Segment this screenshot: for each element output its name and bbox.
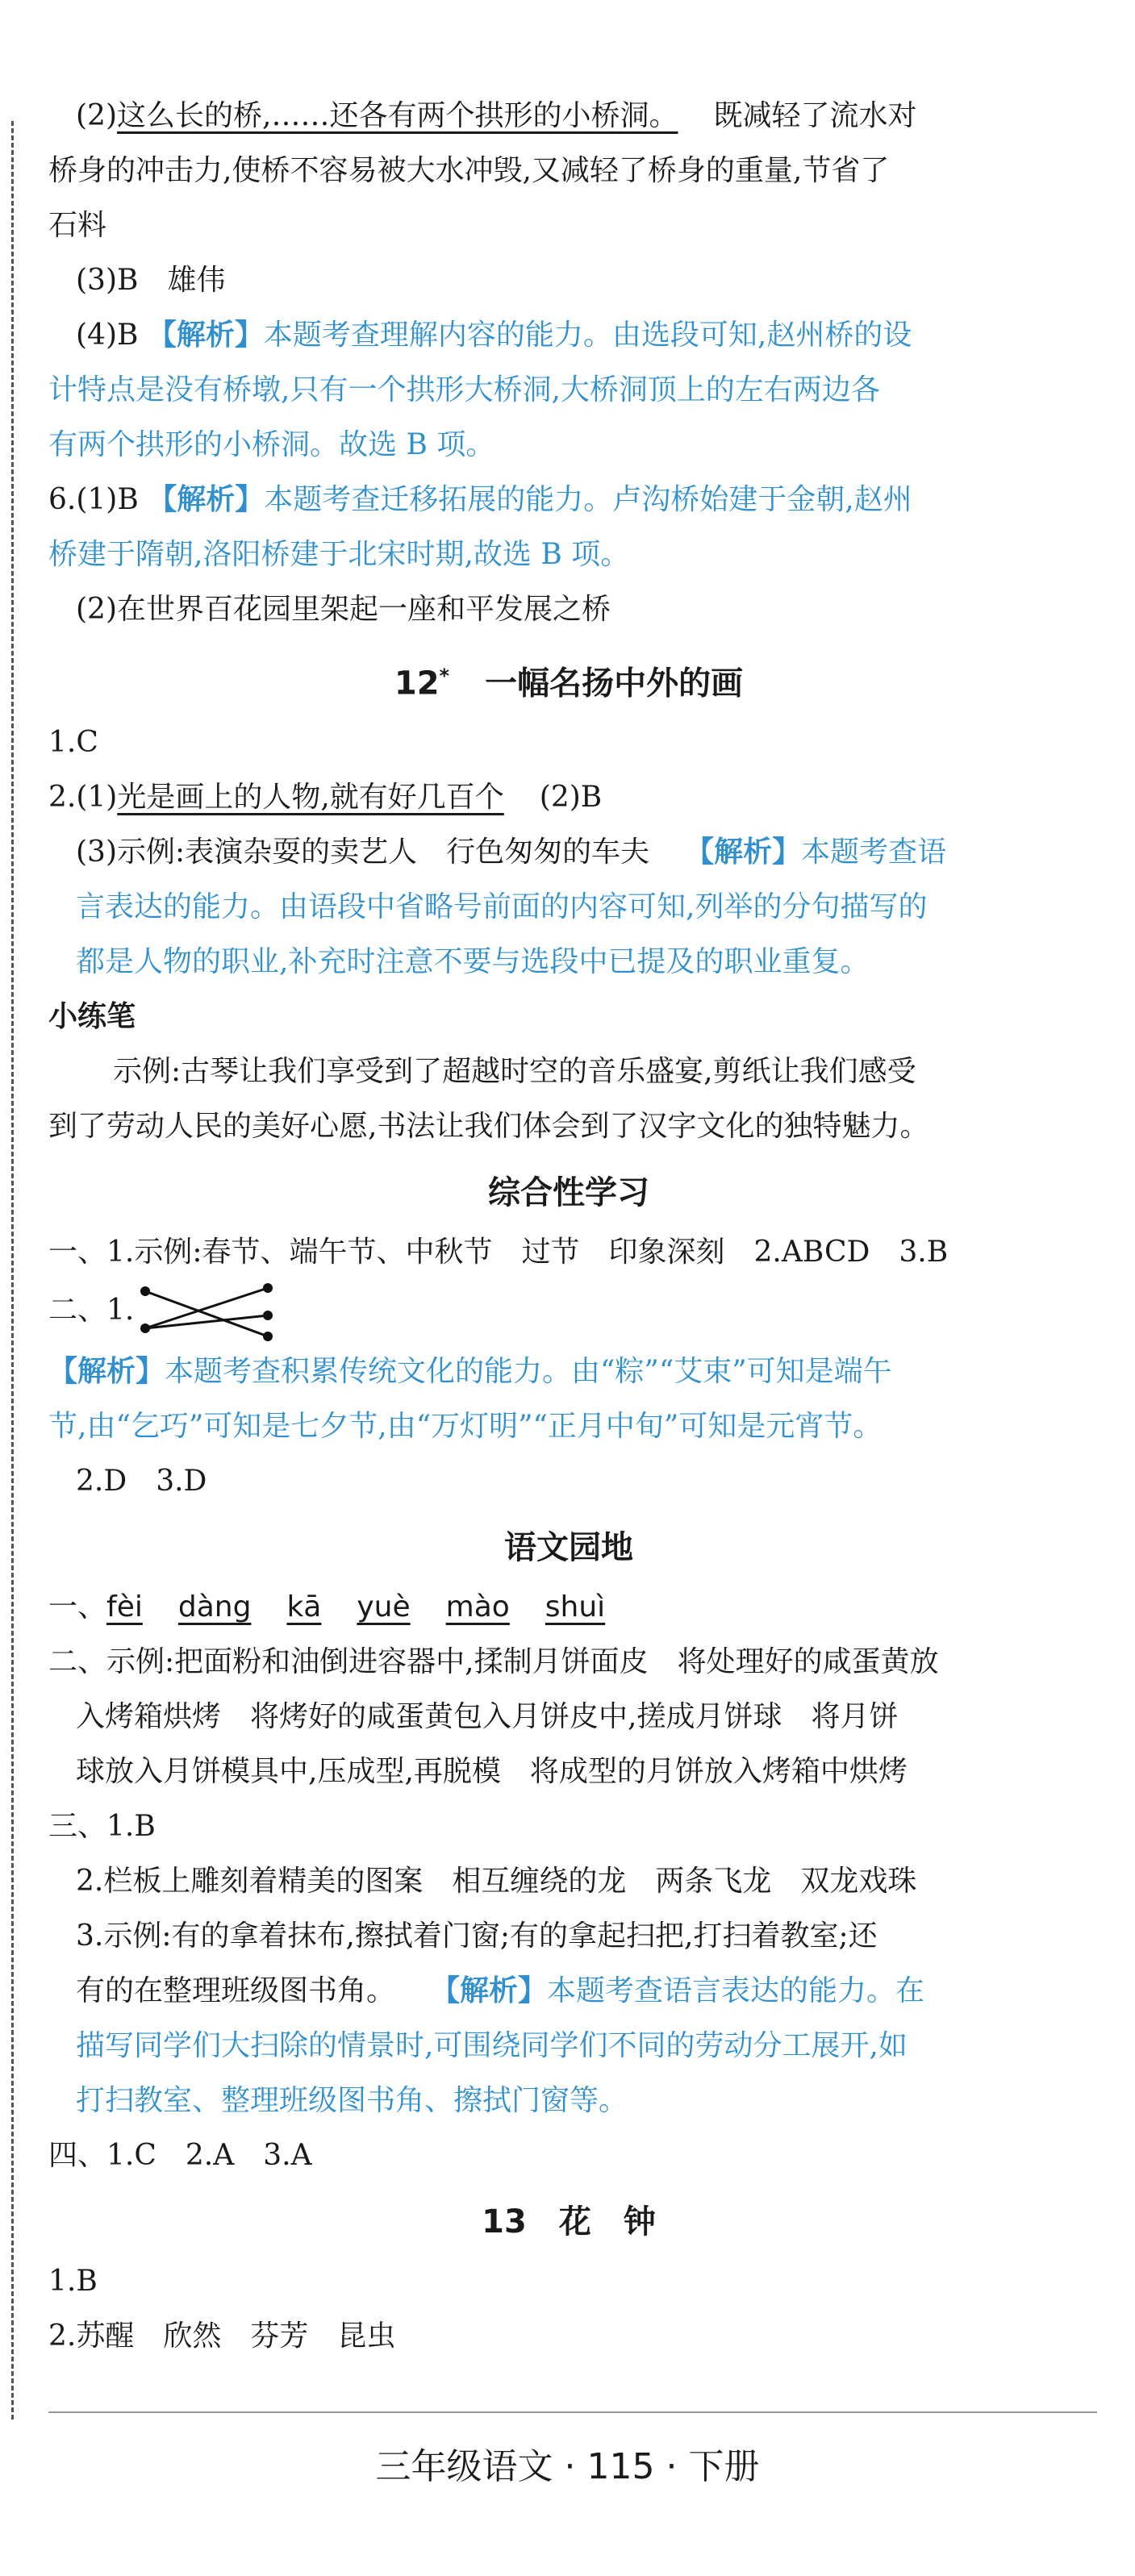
pinyin-word: dàng — [177, 1590, 252, 1624]
answer-line: 一、1.示例:春节、端午节、中秋节 过节 印象深刻 2.ABCD 3.B — [48, 1236, 949, 1269]
analysis-tag: 【解析】 — [685, 836, 802, 869]
section-title-comprehensive: 综合性学习 — [488, 1174, 649, 1212]
answer-line: (3)B 雄伟 — [76, 264, 226, 297]
analysis-line: 打扫教室、整理班级图书角、擦拭门窗等。 — [76, 2084, 628, 2118]
answer-line: 1.C — [48, 726, 98, 760]
analysis-line: 节,由“乞巧”可知是七夕节,由“万灯明”“正月中旬”可知是元宵节。 — [48, 1410, 883, 1444]
match-line — [145, 1291, 268, 1336]
answer-line: 6.(1)B 【解析】本题考查迁移拓展的能力。卢沟桥始建于金朝,赵州 — [48, 483, 912, 516]
pinyin-word: shuì — [545, 1590, 606, 1624]
pinyin-word: yuè — [357, 1590, 411, 1624]
analysis-tag: 【解析】 — [147, 319, 264, 352]
answer-line: 有的在整理班级图书角。 【解析】本题考查语言表达的能力。在 — [76, 1974, 925, 2008]
answer-line: 二、1. — [48, 1280, 1089, 1344]
footer-divider — [48, 2411, 1097, 2413]
answer-line: 1.B — [48, 2265, 98, 2299]
answer-line: 四、1.C 2.A 3.A — [48, 2139, 312, 2173]
answer-line: 2.(1)光是画上的人物,就有好几百个 (2)B — [48, 781, 603, 815]
analysis-line: 言表达的能力。由语段中省略号前面的内容可知,列举的分句描写的 — [76, 890, 928, 924]
answer-line: 示例:古琴让我们享受到了超越时空的音乐盛宴,剪纸让我们感受 — [113, 1055, 916, 1089]
answer-line: 2.苏醒 欣然 芬芳 昆虫 — [48, 2320, 396, 2353]
analysis-line: 计特点是没有桥墩,只有一个拱形大桥洞,大桥洞顶上的左右两边各 — [48, 373, 880, 406]
analysis-line: 【解析】本题考查积累传统文化的能力。由“粽”“艾束”可知是端午 — [48, 1355, 892, 1389]
section-title-13: 13 花 钟 — [482, 2203, 656, 2241]
underlined-sentence: 光是画上的人物,就有好几百个 — [117, 781, 504, 815]
page-footer: 三年级语文 · 115 · 下册 — [375, 2446, 760, 2487]
analysis-line: 桥建于隋朝,洛阳桥建于北宋时期,故选 B 项。 — [48, 538, 630, 571]
analysis-line: 有两个拱形的小桥洞。故选 B 项。 — [48, 428, 495, 461]
answer-line: 桥身的冲击力,使桥不容易被大水冲毁,又减轻了桥身的重量,节省了 — [48, 154, 890, 187]
answer-line: 到了劳动人民的美好心愿,书法让我们体会到了汉字文化的独特魅力。 — [48, 1110, 929, 1144]
section-title-yuwen-yuandi: 语文园地 — [504, 1529, 633, 1567]
subsection-title: 小练笔 — [48, 1000, 136, 1034]
analysis-line: 都是人物的职业,补充时注意不要与选段中已提及的职业重复。 — [76, 945, 870, 979]
answer-line: 三、1.B — [48, 1810, 156, 1844]
matching-lines-diagram — [139, 1280, 276, 1344]
answer-page — [48, 89, 1089, 2364]
pinyin-word: mào — [445, 1590, 510, 1624]
answer-line: 3.示例:有的拿着抹布,擦拭着门窗;有的拿起扫把,打扫着教室;还 — [76, 1919, 878, 1953]
answer-line: 入烤箱烘烤 将烤好的咸蛋黄包入月饼皮中,搓成月饼球 将月饼 — [76, 1700, 899, 1734]
answer-line: (3)示例:表演杂耍的卖艺人 行色匆匆的车夫 【解析】本题考查语 — [76, 836, 947, 869]
analysis-tag: 【解析】 — [431, 1974, 548, 2008]
answer-line: 2.D 3.D — [76, 1465, 207, 1498]
answer-line: 石料 — [48, 209, 107, 242]
section-title-12: 12* 一幅名扬中外的画 — [394, 665, 744, 702]
answer-line: 球放入月饼模具中,压成型,再脱模 将成型的月饼放入烤箱中烘烤 — [76, 1755, 908, 1789]
analysis-tag: 【解析】 — [148, 483, 265, 516]
analysis-line: 描写同学们大扫除的情景时,可围绕同学们不同的劳动分工展开,如 — [76, 2029, 908, 2063]
pinyin-line: 一、fèi dàng kā yuè mào shuì — [48, 1590, 606, 1624]
pinyin-word: kā — [286, 1590, 322, 1624]
answer-line: (2)这么长的桥,……还各有两个拱形的小桥洞。 既减轻了流水对 — [76, 99, 917, 132]
answer-line: (2)在世界百花园里架起一座和平发展之桥 — [76, 593, 611, 626]
answer-line: (4)B 【解析】本题考查理解内容的能力。由选段可知,赵州桥的设 — [76, 319, 912, 352]
answer-line: 二、示例:把面粉和油倒进容器中,揉制月饼面皮 将处理好的咸蛋黄放 — [48, 1645, 939, 1679]
pinyin-word: fèi — [106, 1590, 143, 1624]
underlined-sentence: 这么长的桥,……还各有两个拱形的小桥洞。 — [117, 99, 678, 132]
dashed-margin-line — [11, 121, 14, 2420]
answer-line: 2.栏板上雕刻着精美的图案 相互缠绕的龙 两条飞龙 双龙戏珠 — [76, 1865, 917, 1899]
analysis-tag: 【解析】 — [48, 1355, 165, 1389]
